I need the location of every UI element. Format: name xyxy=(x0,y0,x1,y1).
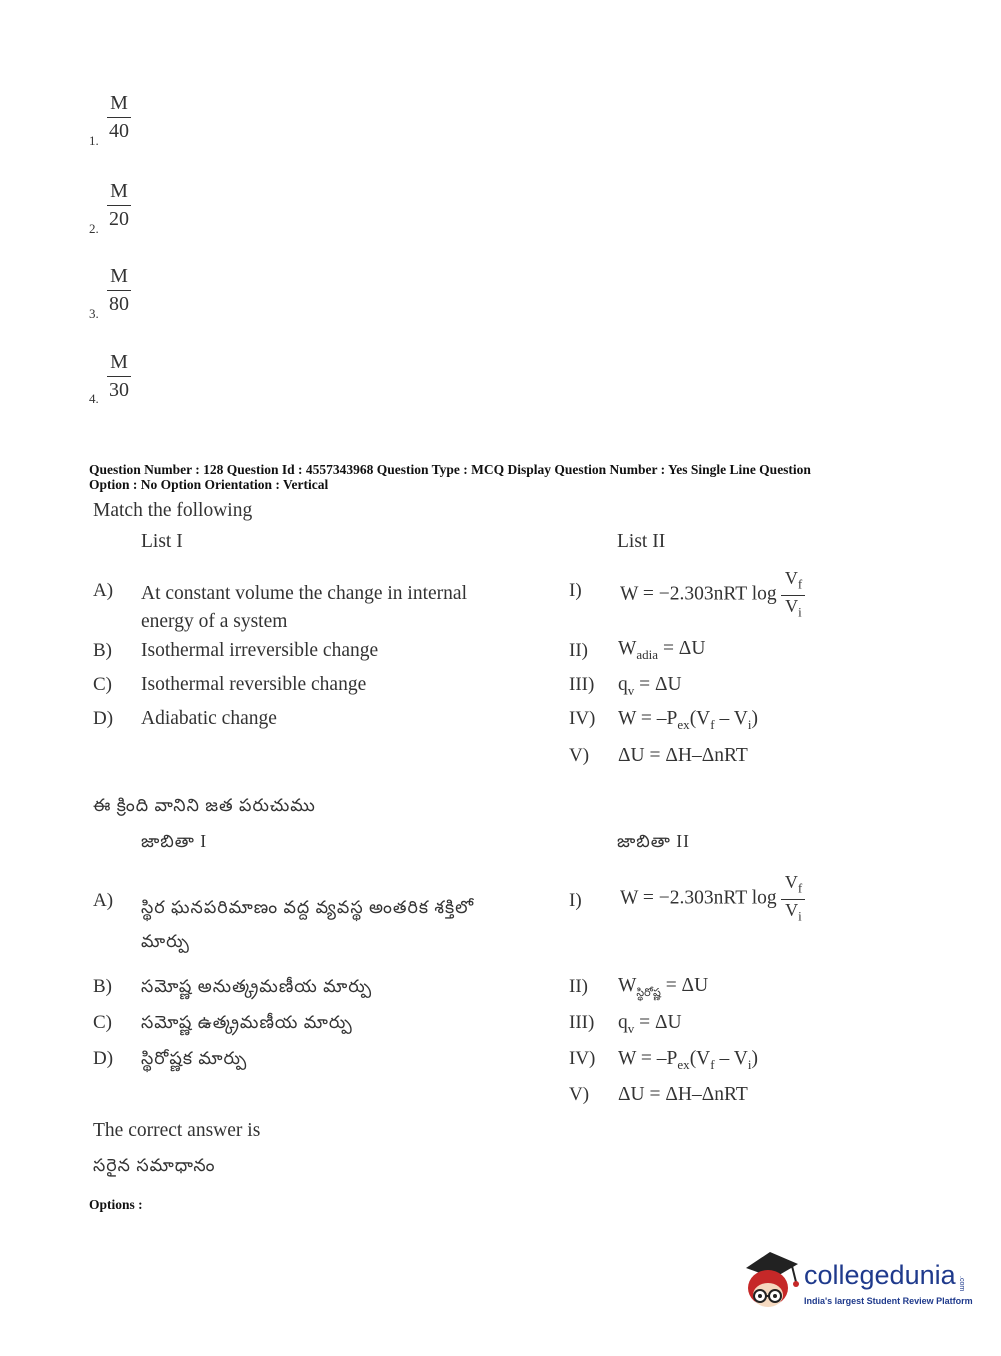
list2-iv-label: IV) xyxy=(569,708,596,729)
list1-title: List I xyxy=(141,531,183,552)
telugu-list1-d-label: D) xyxy=(93,1048,114,1069)
options-label: Options : xyxy=(89,1197,143,1212)
option-3-denominator: 80 xyxy=(109,293,129,315)
list2-iii-main: q xyxy=(618,674,628,695)
list2-iv-sub: ex xyxy=(677,716,690,732)
option-3-number: 3. xyxy=(89,306,99,321)
list2-iii-sub: v xyxy=(627,682,635,698)
list2-iii-formula xyxy=(618,674,682,699)
telugu-list2-iii-formula xyxy=(618,1012,682,1037)
list1-d-label: D) xyxy=(93,708,114,729)
t-vi-sub: i xyxy=(798,908,802,924)
vi-sub: i xyxy=(798,604,802,620)
option-2-denominator: 20 xyxy=(109,208,129,230)
list2-iv-rest: (V xyxy=(689,708,711,729)
list2-iv-rest2: – V xyxy=(714,708,748,729)
telugu-list1-a-line2: మార్పు xyxy=(141,931,190,951)
telugu-list1-c-text: సమోష్ణ ఉత్క్రమణీయ మార్పు xyxy=(141,1012,353,1032)
telugu-list2-iv-sub2: f xyxy=(710,1056,715,1072)
telugu-list2-iv-main: W = –P xyxy=(618,1048,678,1069)
answer-telugu: సరైన సమాధానం xyxy=(93,1155,216,1175)
list1-b-text: Isothermal irreversible change xyxy=(141,640,379,661)
option-3-fraction xyxy=(107,265,131,316)
telugu-list2-iii-label: III) xyxy=(569,1012,595,1033)
telugu-list2-ii-main: W xyxy=(618,975,637,996)
telugu-list2-iii-sub: v xyxy=(627,1020,635,1036)
list2-iv-sub3: i xyxy=(747,716,752,732)
list2-iv-sub2: f xyxy=(710,716,715,732)
telugu-list1-a-text xyxy=(141,890,474,958)
list1-a-line2: energy of a system xyxy=(141,611,288,632)
list2-iv-rest3: ) xyxy=(751,708,758,729)
telugu-list2-title: జాబితా II xyxy=(617,831,690,851)
telugu-list1-b-label: B) xyxy=(93,976,112,997)
t-vf-sub: f xyxy=(797,880,803,896)
list2-iii-rest: = ΔU xyxy=(634,674,682,695)
telugu-list2-i-formula xyxy=(620,872,805,926)
telugu-list2-v-label: V) xyxy=(569,1084,590,1105)
list2-v-formula: ΔU = ΔH–ΔnRT xyxy=(618,745,748,766)
telugu-list1-d-text: స్థిరోష్ణక మార్పు xyxy=(141,1048,248,1068)
vf-sub: f xyxy=(797,576,803,592)
answer-english: The correct answer is xyxy=(93,1120,261,1141)
option-1-denominator: 40 xyxy=(109,120,129,142)
option-1-number: 1. xyxy=(89,133,99,148)
list1-a-text xyxy=(141,580,467,636)
list1-a-line1: At constant volume the change in internal xyxy=(141,583,467,604)
mascot-icon xyxy=(740,1248,802,1314)
option-3-numerator: M xyxy=(110,265,128,287)
list2-ii-sub: adia xyxy=(636,646,659,662)
list2-ii-label: II) xyxy=(569,640,588,661)
logo-suffix: .com xyxy=(958,1276,965,1292)
telugu-list2-iv-label: IV) xyxy=(569,1048,596,1069)
option-4-denominator: 30 xyxy=(109,379,129,401)
list2-v-label: V) xyxy=(569,745,590,766)
question-meta-line-1: Question Number : 128 Question Id : 4557343968 Question Type : MCQ Display Question Number : Yes Single Line Question xyxy=(89,462,811,477)
telugu-list2-ii-formula xyxy=(618,975,708,1002)
logo-tagline: India's largest Student Review Platform xyxy=(804,1296,973,1306)
list2-ii-main: W xyxy=(618,638,637,659)
telugu-list2-iii-main: q xyxy=(618,1012,628,1033)
list2-iii-label: III) xyxy=(569,674,595,695)
list2-ii-formula xyxy=(618,638,705,663)
list2-i-prefix: W = −2.303nRT log xyxy=(620,583,777,605)
telugu-list2-iii-rest: = ΔU xyxy=(634,1012,682,1033)
telugu-list1-b-text: సమోష్ణ అనుత్క్రమణీయ మార్పు xyxy=(141,976,373,996)
list1-c-text: Isothermal reversible change xyxy=(141,674,367,695)
list1-d-text: Adiabatic change xyxy=(141,708,277,729)
option-1-fraction xyxy=(107,92,131,143)
option-4-fraction xyxy=(107,351,131,402)
option-2-fraction xyxy=(107,180,131,231)
question-meta xyxy=(89,462,909,492)
option-4-numerator: M xyxy=(110,351,128,373)
telugu-list2-iv-rest2: – V xyxy=(714,1048,748,1069)
option-1-numerator: M xyxy=(110,92,128,114)
telugu-list2-iv-sub: ex xyxy=(677,1056,690,1072)
vi-v: V xyxy=(785,595,799,616)
list1-c-label: C) xyxy=(93,674,112,695)
telugu-list2-ii-sub: స్థిరోష్ణ xyxy=(636,986,661,999)
list2-ii-rest: = ΔU xyxy=(658,638,706,659)
collegedunia-logo xyxy=(740,1248,975,1318)
match-heading: Match the following xyxy=(93,500,253,521)
list2-i-label: I) xyxy=(569,580,582,601)
telugu-list1-a-label: A) xyxy=(93,890,114,911)
telugu-list2-iv-rest3: ) xyxy=(751,1048,758,1069)
telugu-list1-c-label: C) xyxy=(93,1012,112,1033)
question-meta-line-2: Option : No Option Orientation : Vertical xyxy=(89,477,329,492)
option-2-number: 2. xyxy=(89,221,99,236)
telugu-list2-i-fraction xyxy=(781,872,805,926)
telugu-list2-i-prefix: W = −2.303nRT log xyxy=(620,887,777,909)
list2-iv-main: W = –P xyxy=(618,708,678,729)
telugu-list2-ii-label: II) xyxy=(569,976,588,997)
telugu-list2-ii-rest: = ΔU xyxy=(660,975,709,996)
telugu-list2-iv-rest: (V xyxy=(689,1048,711,1069)
list2-i-fraction xyxy=(781,568,805,622)
list1-a-label: A) xyxy=(93,580,114,601)
telugu-list2-iv-formula xyxy=(618,1048,758,1073)
list2-iv-formula xyxy=(618,708,758,733)
telugu-heading: ఈ క్రింది వానిని జత పరుచుము xyxy=(93,795,316,815)
telugu-list2-iv-sub3: i xyxy=(747,1056,752,1072)
list2-i-formula xyxy=(620,568,805,622)
list1-b-label: B) xyxy=(93,640,112,661)
logo-wordmark: collegedunia xyxy=(804,1260,956,1290)
telugu-list2-i-label: I) xyxy=(569,890,582,911)
t-vi-v: V xyxy=(785,899,799,920)
telugu-list1-a-line1: స్థిర ఘనపరిమాణం వద్ద వ్యవస్థ అంతరిక శక్తిలో xyxy=(141,897,475,917)
telugu-list1-title: జాబితా I xyxy=(141,831,208,851)
vf-v: V xyxy=(784,568,798,588)
list2-title: List II xyxy=(617,531,666,552)
t-vf-v: V xyxy=(784,872,798,892)
telugu-list2-v-formula: ΔU = ΔH–ΔnRT xyxy=(618,1084,748,1105)
option-4-number: 4. xyxy=(89,391,99,406)
option-2-numerator: M xyxy=(110,180,128,202)
